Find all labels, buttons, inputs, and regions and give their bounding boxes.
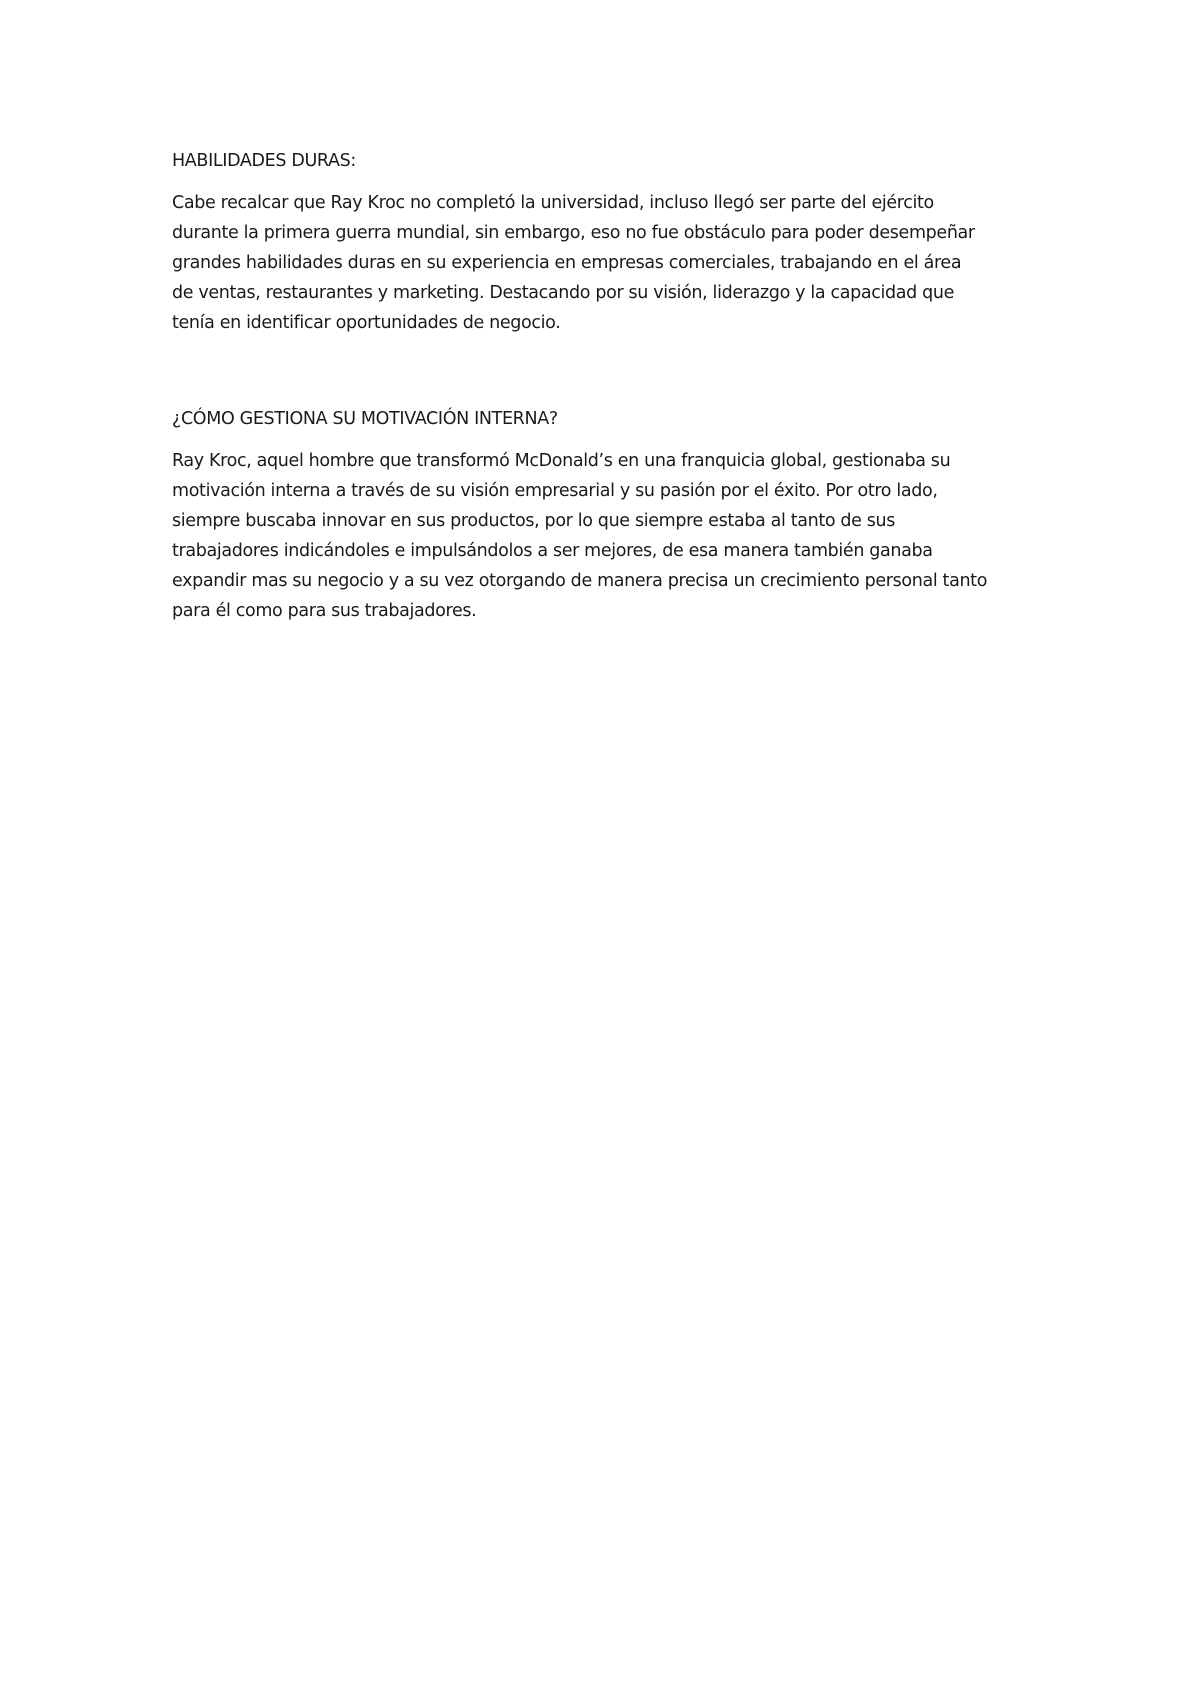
section-hard-skills xyxy=(172,146,1052,338)
section-paragraph xyxy=(172,188,1052,338)
section-heading: HABILIDADES DURAS: xyxy=(172,151,356,171)
paragraph-line: de ventas, restaurantes y marketing. Destacando por su visión, liderazgo y la capacidad que xyxy=(172,283,955,303)
paragraph-line: tenía en identificar oportunidades de negocio. xyxy=(172,313,561,333)
document-body xyxy=(172,146,1052,626)
section-internal-motivation xyxy=(172,404,1052,626)
paragraph-line: grandes habilidades duras en su experiencia en empresas comerciales, trabajando en el área xyxy=(172,253,962,273)
section-heading: ¿CÓMO GESTIONA SU MOTIVACIÓN INTERNA? xyxy=(172,409,558,429)
paragraph-line: siempre buscaba innovar en sus productos, por lo que siempre estaba al tanto de sus xyxy=(172,511,896,531)
paragraph-line: durante la primera guerra mundial, sin embargo, eso no fue obstáculo para poder desempeñar xyxy=(172,223,975,243)
paragraph-line: trabajadores indicándoles e impulsándolos a ser mejores, de esa manera también ganaba xyxy=(172,541,933,561)
section-paragraph xyxy=(172,446,1052,626)
paragraph-line: para él como para sus trabajadores. xyxy=(172,601,477,621)
paragraph-line: Ray Kroc, aquel hombre que transformó McDonald’s en una franquicia global, gestionaba su xyxy=(172,451,951,471)
paragraph-line: Cabe recalcar que Ray Kroc no completó la universidad, incluso llegó ser parte del ejército xyxy=(172,193,934,213)
paragraph-line: expandir mas su negocio y a su vez otorgando de manera precisa un crecimiento personal tanto xyxy=(172,571,988,591)
paragraph-line: motivación interna a través de su visión empresarial y su pasión por el éxito. Por otro lado, xyxy=(172,481,938,501)
